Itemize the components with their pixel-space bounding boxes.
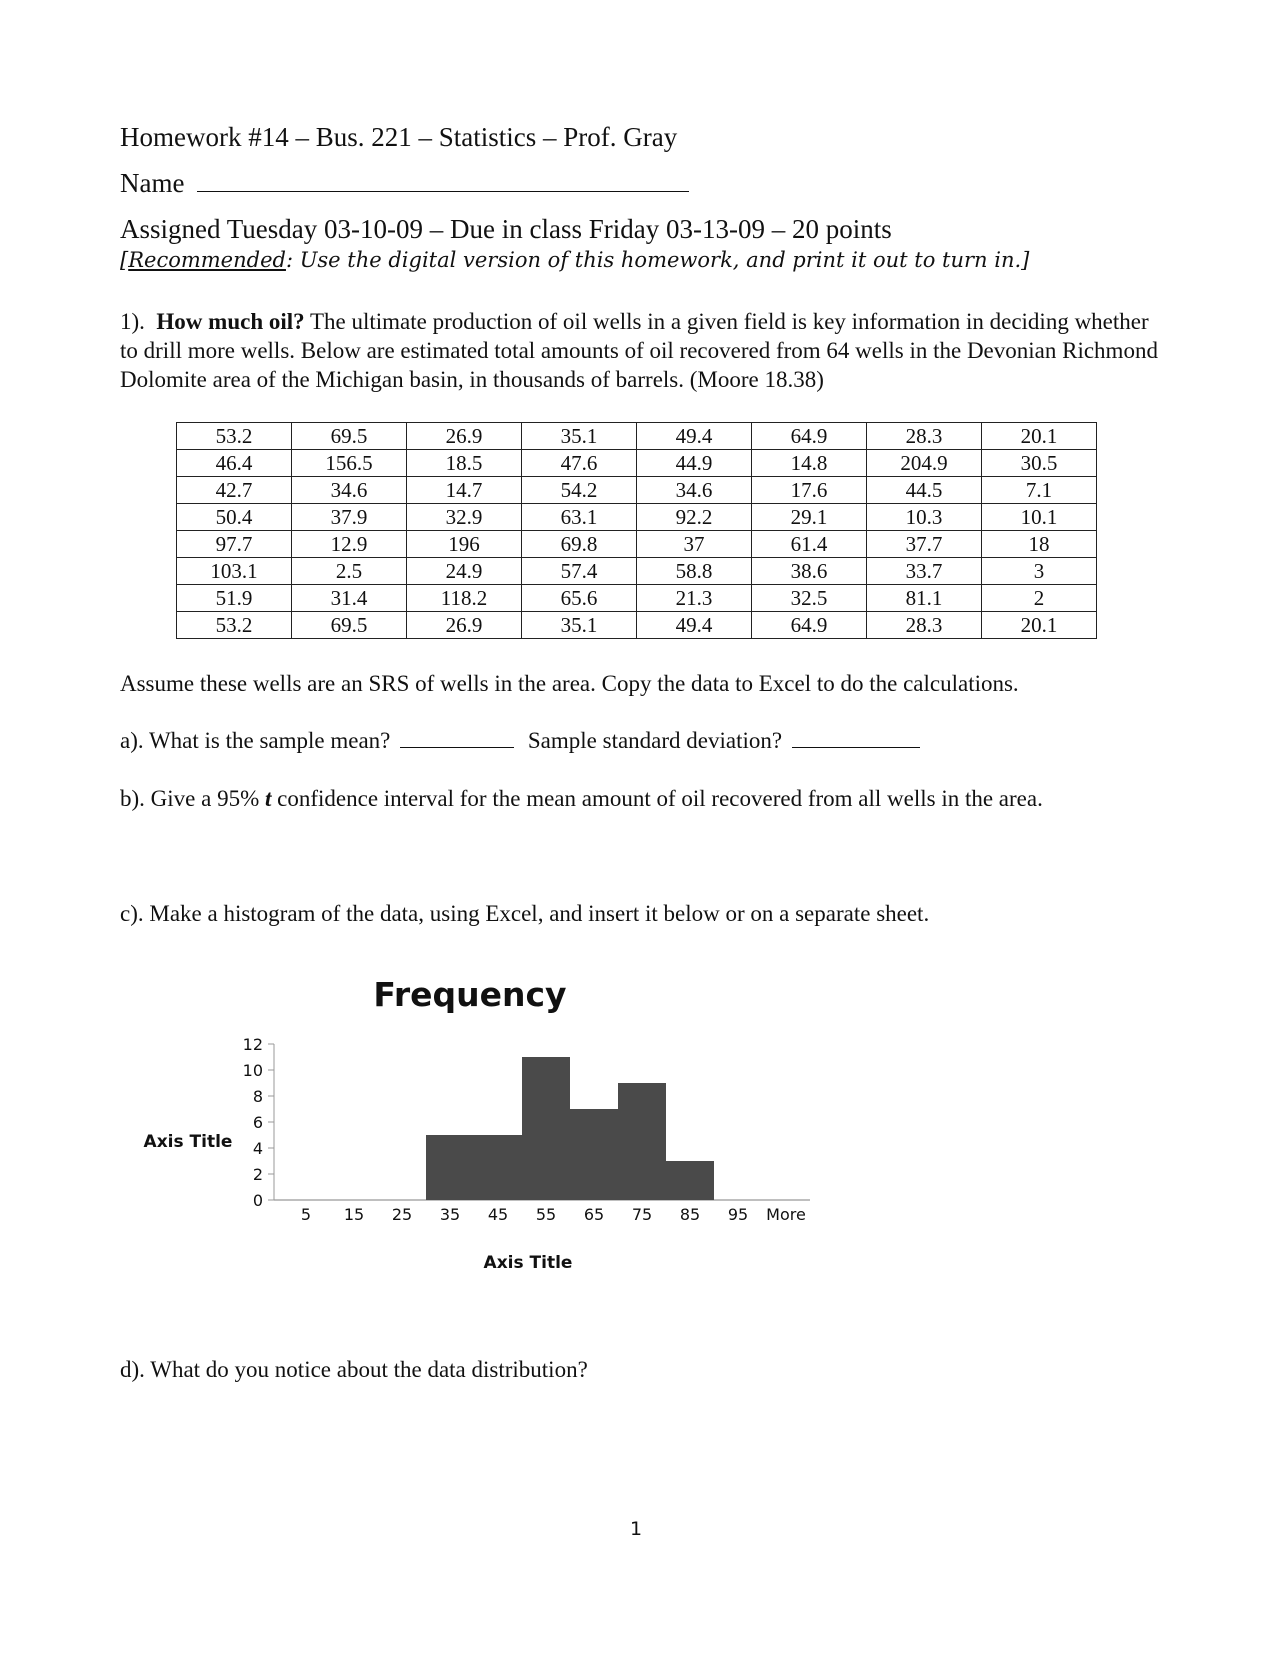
table-cell: 64.9 [752,423,867,450]
histogram-bar [522,1057,570,1200]
recommended-word: Recommended [128,248,286,272]
table-cell: 26.9 [407,612,522,639]
table-cell: 3 [982,558,1097,585]
table-cell: 81.1 [867,585,982,612]
table-cell: 28.3 [867,612,982,639]
table-cell: 54.2 [522,477,637,504]
table-cell: 44.5 [867,477,982,504]
y-tick-label: 6 [252,1113,263,1132]
x-axis-title: Axis Title [483,1253,573,1273]
table-cell: 58.8 [637,558,752,585]
table-cell: 31.4 [292,585,407,612]
table-cell: 34.6 [292,477,407,504]
question-c: c). Make a histogram of the data, using Excel, and insert it below or on a separate sheet. [120,901,930,926]
question-a-sd-label: Sample standard deviation? [527,728,783,753]
table-cell: 44.9 [637,450,752,477]
table-cell: 51.9 [177,585,292,612]
name-line [120,168,689,199]
x-tick-label: 75 [631,1205,653,1224]
table-cell: 26.9 [407,423,522,450]
question-b [120,786,1043,812]
table-cell: 10.1 [982,504,1097,531]
table-cell: 65.6 [522,585,637,612]
histogram-bar [666,1161,714,1200]
page-number: 1 [630,1518,643,1540]
table-cell: 18.5 [407,450,522,477]
table-cell: 38.6 [752,558,867,585]
histogram-bar [618,1083,666,1200]
table-cell: 49.4 [637,612,752,639]
table-cell: 61.4 [752,531,867,558]
table-cell: 47.6 [522,450,637,477]
oil-data-table [176,422,1097,639]
recommended-note [120,248,1029,272]
table-cell: 21.3 [637,585,752,612]
assigned-line: Assigned Tuesday 03-10-09 – Due in class Friday 03-13-09 – 20 points [120,214,892,244]
page-title: Homework #14 – Bus. 221 – Statistics – Prof. Gray [120,122,678,152]
histogram-bar [426,1135,474,1200]
table-row [177,477,1097,504]
table-cell: 17.6 [752,477,867,504]
name-blank[interactable] [197,191,689,192]
table-cell: 37.7 [867,531,982,558]
question-b-suffix: confidence interval for the mean amount of oil recovered from all wells in the area. [271,786,1043,811]
name-label: Name [120,168,185,198]
table-cell: 156.5 [292,450,407,477]
table-cell: 12.9 [292,531,407,558]
histogram-chart [120,970,840,1280]
table-row [177,585,1097,612]
table-cell: 46.4 [177,450,292,477]
table-cell: 53.2 [177,423,292,450]
problem-number: 1). [120,309,145,334]
question-b-prefix: b). Give a 95% [120,786,265,811]
table-cell: 33.7 [867,558,982,585]
bracket-open: [ [120,248,129,272]
assume-text: Assume these wells are an SRS of wells in the area. Copy the data to Excel to do the calculations. [120,671,1019,696]
sd-answer-blank[interactable] [792,747,920,748]
y-tick-label: 4 [252,1139,263,1158]
x-tick-label: 5 [300,1205,312,1224]
y-tick-label: 0 [252,1191,263,1210]
question-a-mean-label: a). What is the sample mean? [120,728,391,753]
table-cell: 7.1 [982,477,1097,504]
table-cell: 69.8 [522,531,637,558]
table-row [177,450,1097,477]
table-cell: 69.5 [292,423,407,450]
table-cell: 24.9 [407,558,522,585]
table-cell: 49.4 [637,423,752,450]
chart-title: Frequency [373,975,567,1014]
y-tick-label: 12 [242,1035,263,1054]
table-cell: 30.5 [982,450,1097,477]
table-cell: 28.3 [867,423,982,450]
table-cell: 35.1 [522,612,637,639]
table-cell: 35.1 [522,423,637,450]
table-cell: 37.9 [292,504,407,531]
table-cell: 204.9 [867,450,982,477]
y-tick-label: 10 [242,1061,263,1080]
table-cell: 97.7 [177,531,292,558]
table-row [177,558,1097,585]
table-cell: 14.8 [752,450,867,477]
x-tick-label: 85 [679,1205,701,1224]
problem-text: The ultimate production of oil wells in a given field is key information in deciding whether to drill more wells. Below are estimated total amounts of oil recovered from 64 wells in the Devonian Richmond Dolomite area of the Michigan basin, in thousands of barrels. (Moore 18.38) [120,309,1158,392]
table-cell: 10.3 [867,504,982,531]
table-cell: 32.5 [752,585,867,612]
table-row [177,423,1097,450]
x-tick-label: 55 [535,1205,557,1224]
table-cell: 29.1 [752,504,867,531]
x-tick-label: 95 [727,1205,749,1224]
table-cell: 2.5 [292,558,407,585]
x-tick-label: 65 [583,1205,605,1224]
table-cell: 53.2 [177,612,292,639]
table-cell: 63.1 [522,504,637,531]
table-cell: 20.1 [982,423,1097,450]
table-cell: 64.9 [752,612,867,639]
x-tick-label: 15 [343,1205,365,1224]
table-cell: 42.7 [177,477,292,504]
y-tick-label: 8 [252,1087,263,1106]
y-tick-label: 2 [252,1165,263,1184]
table-cell: 14.7 [407,477,522,504]
y-axis-title: Axis Title [143,1132,233,1152]
table-cell: 34.6 [637,477,752,504]
recommended-rest: : Use the digital version of this homework, and print it out to turn in.] [285,248,1030,272]
question-a [120,728,920,754]
problem-1 [120,307,1170,394]
problem-title: How much oil? [156,309,305,334]
table-row [177,612,1097,639]
table-row [177,531,1097,558]
table-cell: 20.1 [982,612,1097,639]
histogram-bar [570,1109,618,1200]
table-row [177,504,1097,531]
table-cell: 92.2 [637,504,752,531]
x-tick-label: 45 [487,1205,509,1224]
table-cell: 2 [982,585,1097,612]
question-d: d). What do you notice about the data distribution? [120,1357,588,1382]
table-cell: 37 [637,531,752,558]
t-symbol: t [265,786,272,811]
x-tick-label: 35 [439,1205,461,1224]
table-cell: 69.5 [292,612,407,639]
mean-answer-blank[interactable] [400,747,514,748]
table-cell: 118.2 [407,585,522,612]
table-cell: 196 [407,531,522,558]
histogram-bar [474,1135,522,1200]
table-cell: 32.9 [407,504,522,531]
table-cell: 103.1 [177,558,292,585]
x-tick-label: 25 [391,1205,413,1224]
table-cell: 18 [982,531,1097,558]
table-cell: 57.4 [522,558,637,585]
table-cell: 50.4 [177,504,292,531]
x-tick-label: More [766,1205,806,1224]
